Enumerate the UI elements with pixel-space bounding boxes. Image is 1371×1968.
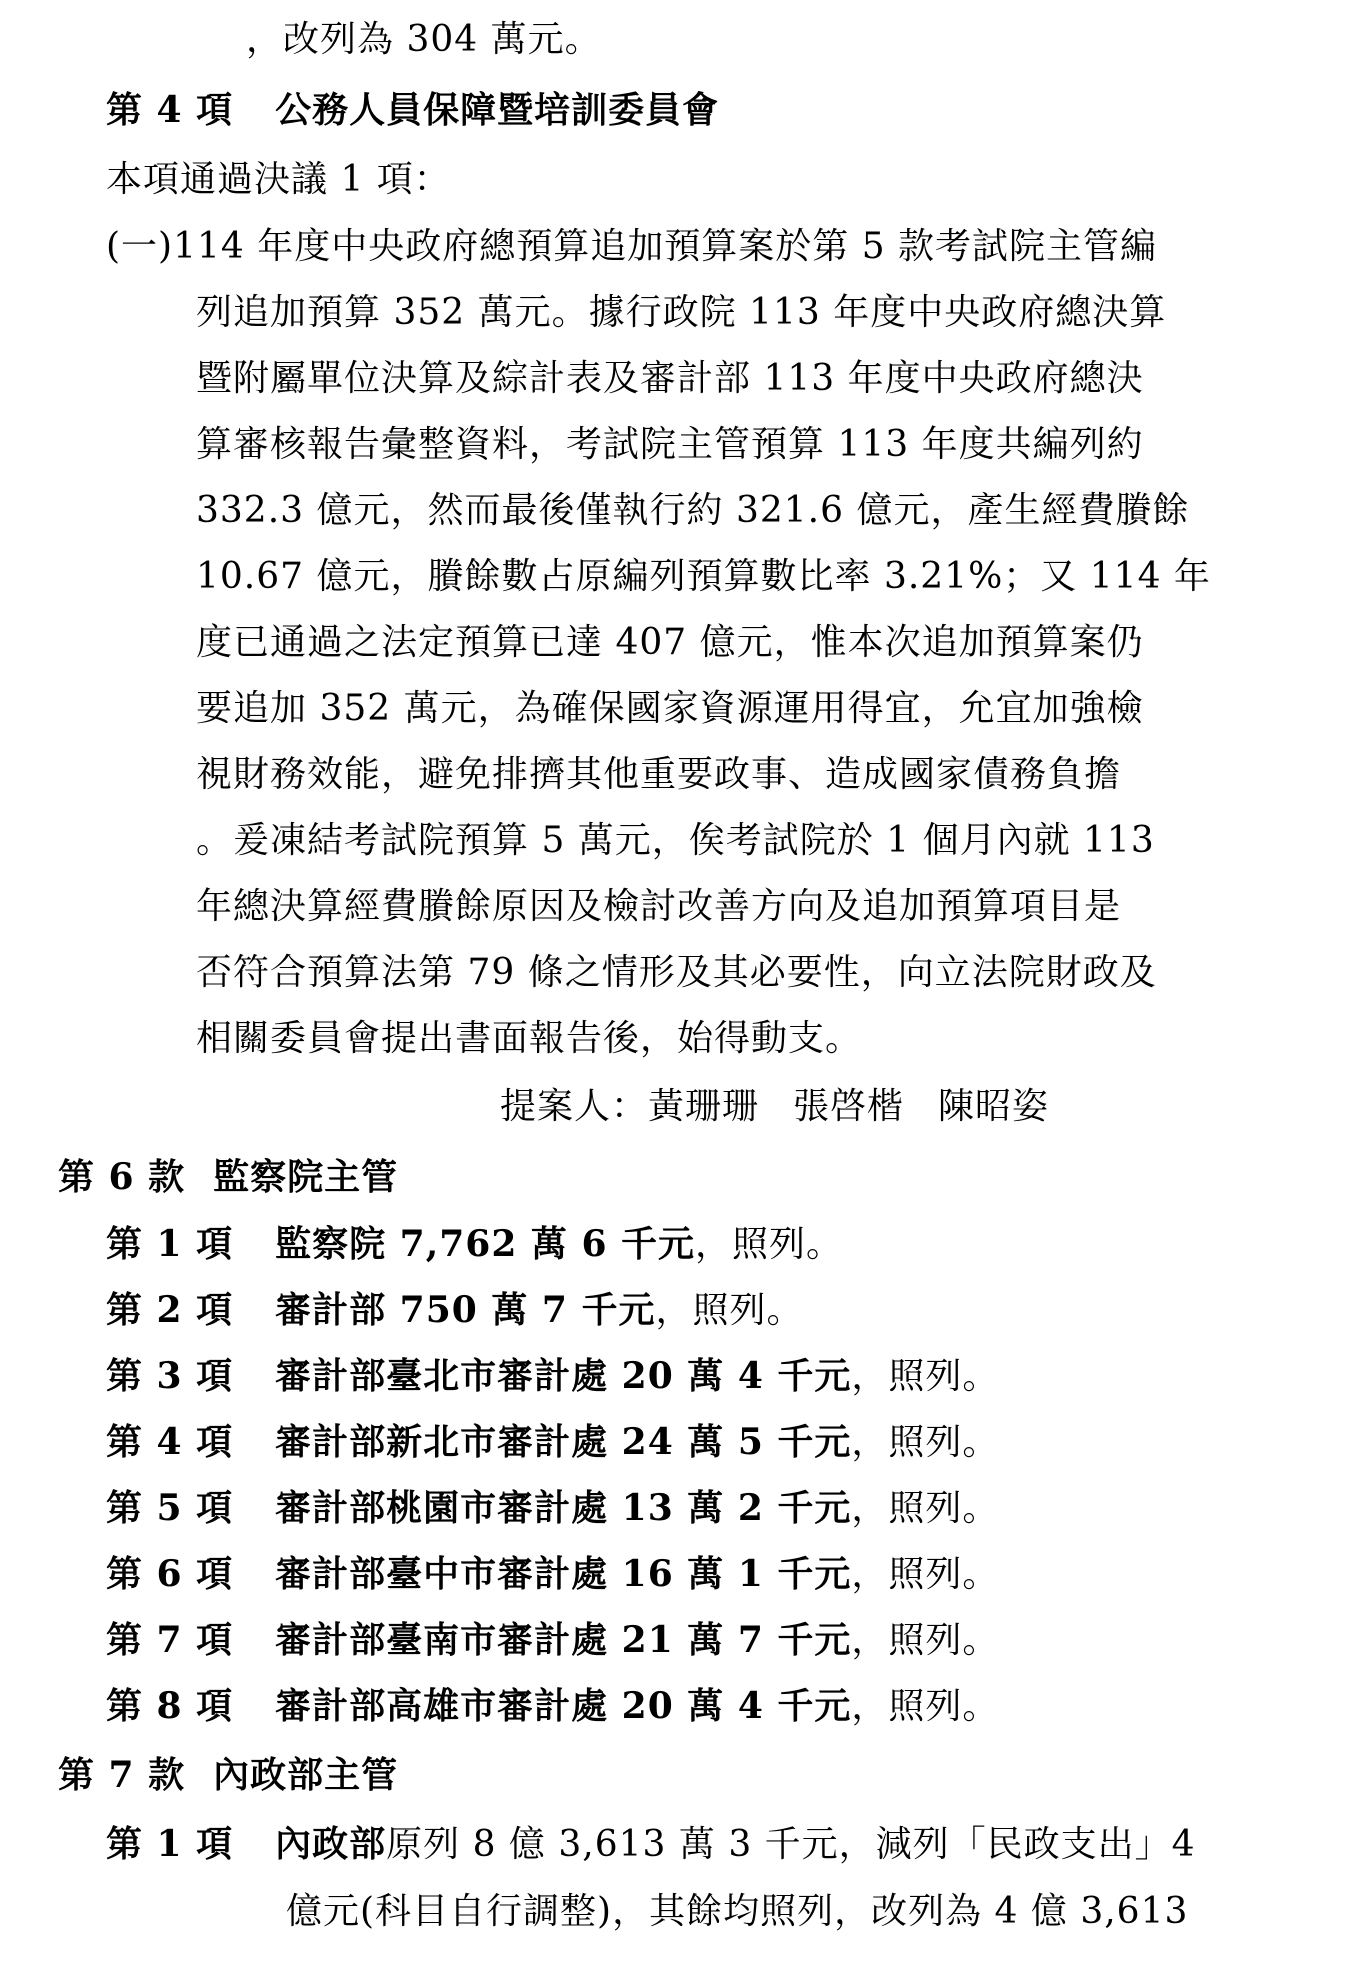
- resolution-line: 暨附屬單位決算及綜計表及審計部 113 年度中央政府總決: [196, 358, 1144, 399]
- section-6-item: [106, 1616, 999, 1665]
- item-suffix: ，照列。: [851, 1488, 1000, 1529]
- section-7-item-1: [106, 1820, 1196, 1869]
- item-label: 第 6 項: [106, 1553, 234, 1595]
- proposers-label: 提案人：: [500, 1086, 649, 1127]
- item-label: 第 2 項: [106, 1289, 234, 1331]
- item-body: 監察院 7,762 萬 6 千元: [275, 1223, 696, 1265]
- item-body: 審計部 750 萬 7 千元: [275, 1289, 656, 1331]
- section-6-item: [106, 1352, 999, 1401]
- item-body: 審計部新北市審計處 24 萬 5 千元: [275, 1421, 852, 1463]
- resolution-line: 要追加 352 萬元，為確保國家資源運用得宜，允宜加強檢: [196, 688, 1144, 729]
- item-label: 第 1 項: [106, 1223, 234, 1265]
- item-label: 第 1 項: [106, 1823, 234, 1865]
- item-text: 原列 8 億 3,613 萬 3 千元，減列「民政支出」4: [386, 1824, 1196, 1865]
- resolution-line: (一)114 年度中央政府總預算追加預算案於第 5 款考試院主管編: [106, 226, 1158, 267]
- section-6-item: [106, 1682, 999, 1731]
- section-6-item: [106, 1418, 999, 1467]
- resolution-intro: 本項通過決議 1 項：: [106, 159, 451, 200]
- proposer-name: 張啓楷: [793, 1086, 905, 1127]
- resolution-line: 年總決算經費賸餘原因及檢討改善方向及追加預算項目是: [196, 886, 1122, 927]
- item-label: 第 3 項: [106, 1355, 234, 1397]
- item-label: 第 4 項: [106, 1421, 234, 1463]
- section-label: 第 6 款: [58, 1156, 186, 1198]
- proposer-name: 陳昭姿: [938, 1086, 1050, 1127]
- section-6-item: [106, 1550, 999, 1599]
- item-body: 審計部高雄市審計處 20 萬 4 千元: [275, 1685, 852, 1727]
- item-suffix: ，照列。: [851, 1422, 1000, 1463]
- resolution-line: 10.67 億元，賸餘數占原編列預算數比率 3.21%；又 114 年: [196, 556, 1211, 597]
- proposer-name: 黃珊珊: [648, 1086, 760, 1127]
- section-6-heading: [58, 1153, 398, 1201]
- section-6-item: [106, 1484, 999, 1533]
- item-body: 審計部臺北市審計處 20 萬 4 千元: [275, 1355, 852, 1397]
- item-suffix: ，照列。: [851, 1554, 1000, 1595]
- item-title: 公務人員保障暨培訓委員會: [275, 89, 720, 131]
- section-title: 內政部主管: [213, 1754, 399, 1796]
- item-body: 審計部桃園市審計處 13 萬 2 千元: [275, 1487, 852, 1529]
- item-4-heading: [106, 86, 719, 134]
- item-suffix: ，照列。: [851, 1686, 1000, 1727]
- proposers-line: [500, 1083, 1083, 1131]
- resolution-line: 332.3 億元，然而最後僅執行約 321.6 億元，產生經費賸餘: [196, 490, 1190, 531]
- section-6-item: [106, 1220, 843, 1269]
- resolution-line: 相關委員會提出書面報告後，始得動支。: [196, 1018, 863, 1059]
- item-suffix: ，照列。: [851, 1356, 1000, 1397]
- item-body: 審計部臺南市審計處 21 萬 7 千元: [275, 1619, 852, 1661]
- item-label: 第 4 項: [106, 89, 234, 131]
- resolution-line: 否符合預算法第 79 條之情形及其必要性，向立法院財政及: [196, 952, 1157, 993]
- section-7-heading: [58, 1751, 398, 1799]
- section-7-item-1-continuation: 億元(科目自行調整)，其餘均照列，改列為 4 億 3,613: [286, 1891, 1189, 1932]
- resolution-line: 度已通過之法定預算已達 407 億元，惟本次追加預算案仍: [196, 622, 1144, 663]
- item-label: 第 5 項: [106, 1487, 234, 1529]
- item-name: 內政部: [275, 1823, 387, 1865]
- section-6-item: [106, 1286, 803, 1335]
- item-suffix: ，照列。: [655, 1290, 804, 1331]
- resolution-line: 。爰凍結考試院預算 5 萬元，俟考試院於 1 個月內就 113: [196, 820, 1155, 861]
- item-suffix: ，照列。: [695, 1224, 844, 1265]
- continuation-line: ，改列為 304 萬元。: [246, 19, 602, 60]
- section-title: 監察院主管: [213, 1156, 399, 1198]
- resolution-line: 視財務效能，避免排擠其他重要政事、造成國家債務負擔: [196, 754, 1122, 795]
- item-label: 第 7 項: [106, 1619, 234, 1661]
- item-label: 第 8 項: [106, 1685, 234, 1727]
- item-body: 審計部臺中市審計處 16 萬 1 千元: [275, 1553, 852, 1595]
- resolution-line: 列追加預算 352 萬元。據行政院 113 年度中央政府總決算: [196, 292, 1167, 333]
- section-label: 第 7 款: [58, 1754, 186, 1796]
- item-suffix: ，照列。: [851, 1620, 1000, 1661]
- resolution-line: 算審核報告彙整資料，考試院主管預算 113 年度共編列約: [196, 424, 1144, 465]
